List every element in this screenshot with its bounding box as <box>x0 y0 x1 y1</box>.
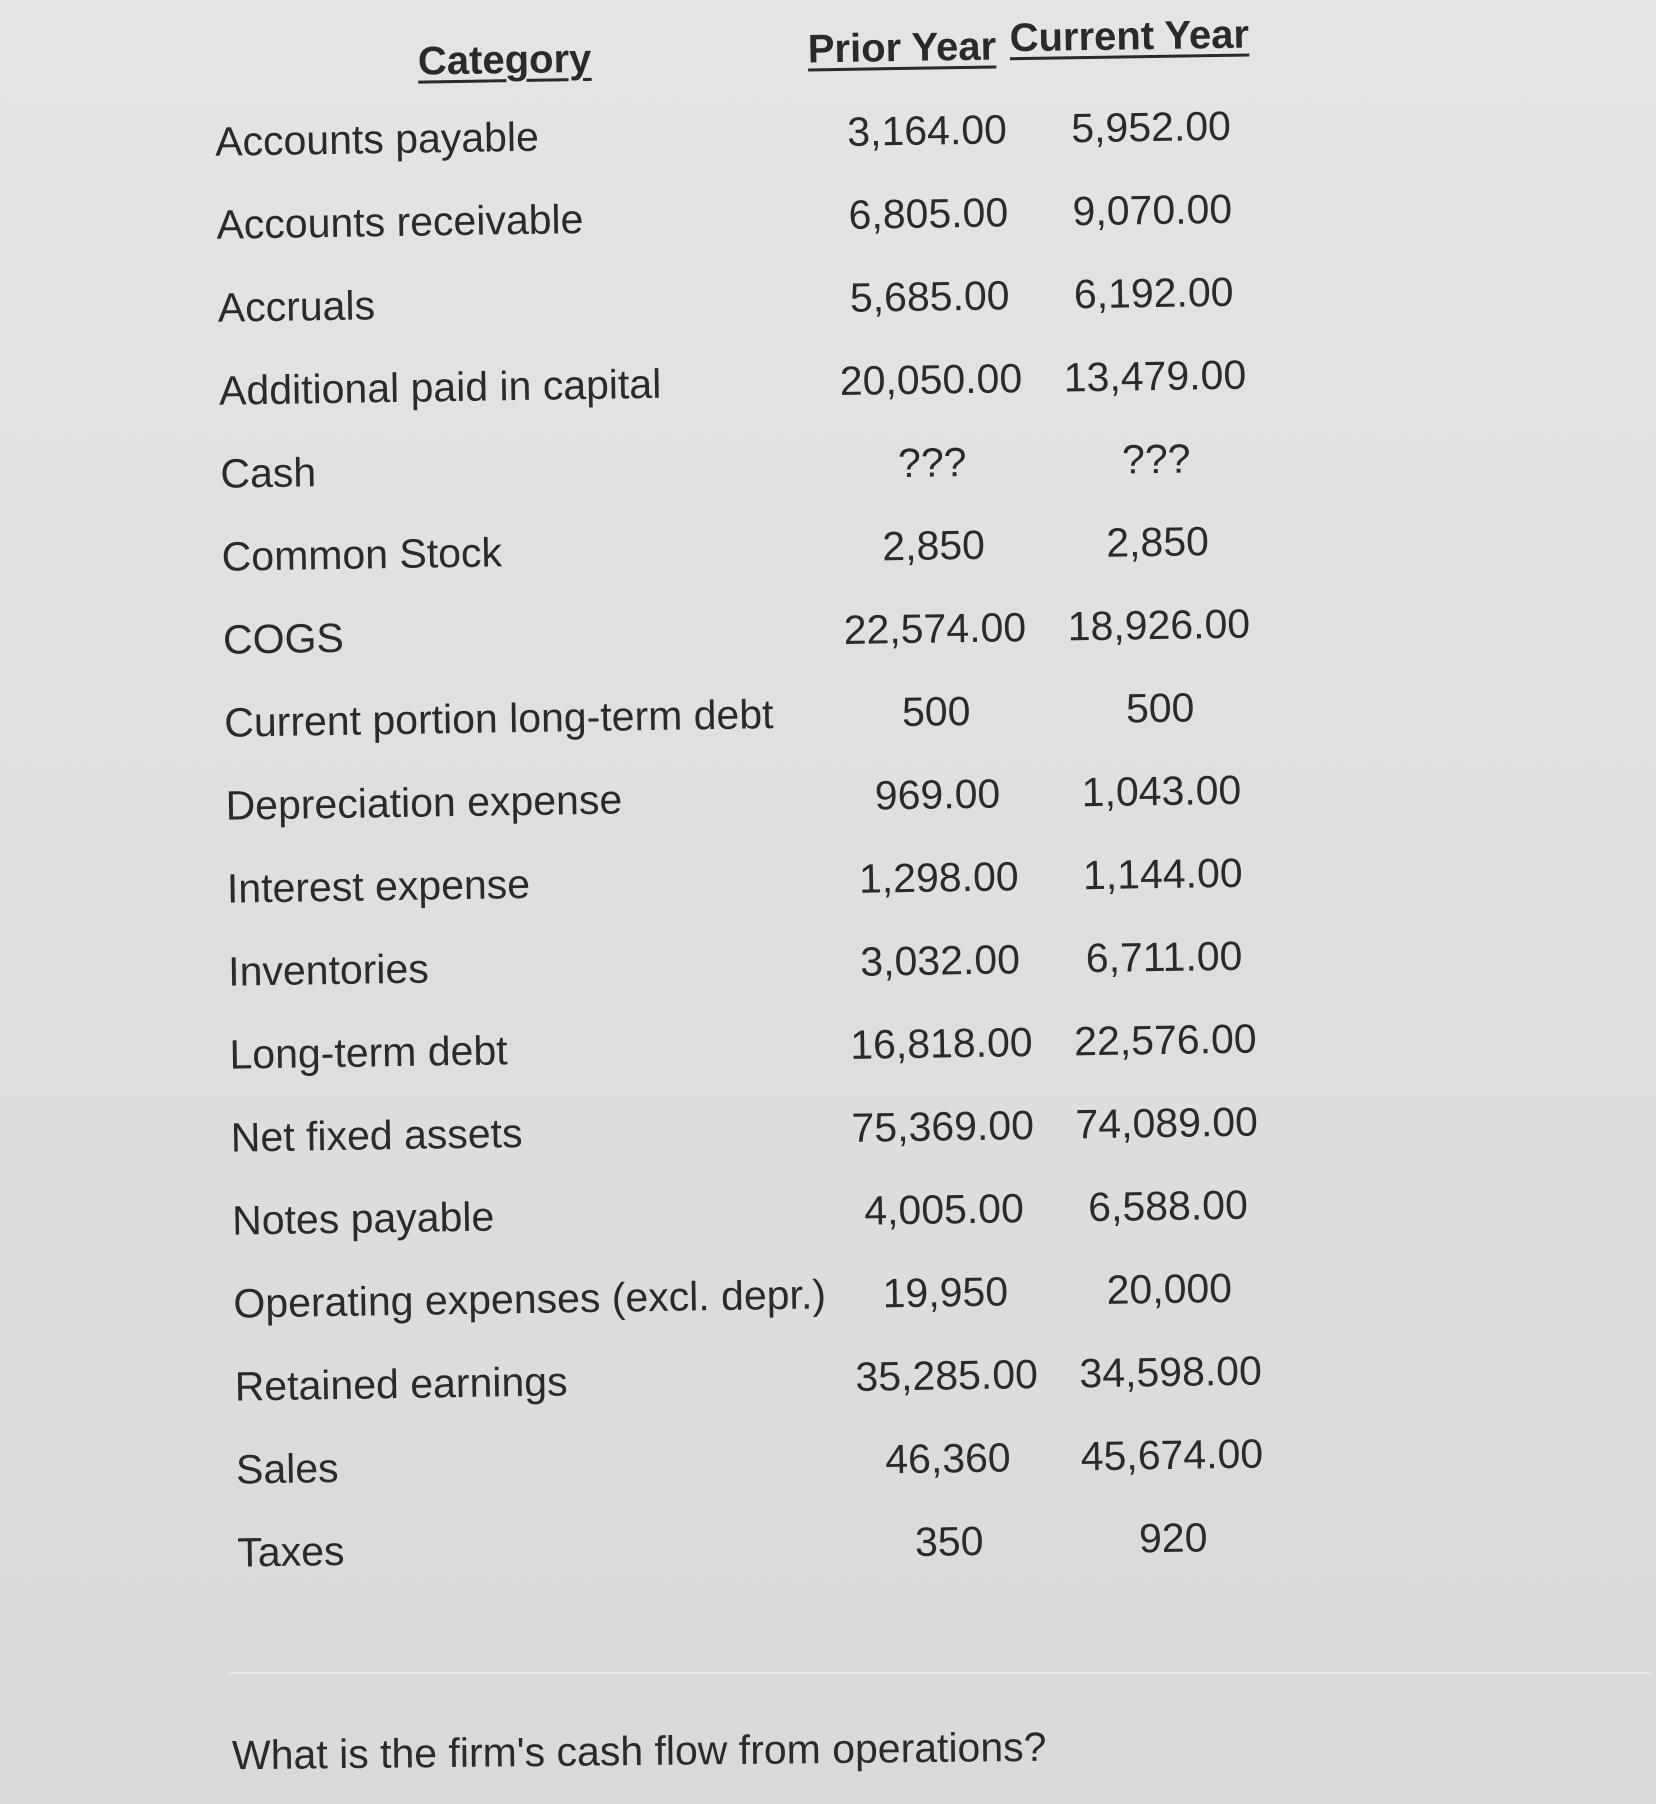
table-row <box>12 1424 1656 1500</box>
row-current-value: 6,588.00 <box>1087 1181 1249 1231</box>
table-row <box>0 179 1649 255</box>
row-prior-value: 2,850 <box>881 521 986 570</box>
row-prior-value: 3,164.00 <box>846 106 1008 155</box>
row-current-value: 22,576.00 <box>1073 1015 1257 1065</box>
row-current-value: 18,926.00 <box>1067 600 1251 650</box>
row-label: Additional paid in capital <box>218 360 662 414</box>
table-row <box>0 345 1651 421</box>
table-row <box>0 96 1647 172</box>
row-label: Retained earnings <box>234 1358 568 1410</box>
table-row <box>0 262 1650 338</box>
row-prior-value: 6,805.00 <box>848 189 1009 238</box>
row-label: Accruals <box>217 282 376 331</box>
row-current-value: 6,192.00 <box>1073 268 1234 318</box>
question-text: What is the firm's cash flow from operations? <box>231 1723 1047 1779</box>
table-row <box>13 1507 1656 1583</box>
row-current-value: 6,711.00 <box>1085 932 1243 982</box>
row-prior-value: 75,369.00 <box>851 1102 1035 1151</box>
row-label: Notes payable <box>231 1193 495 1244</box>
row-current-value: 5,952.00 <box>1070 102 1232 152</box>
row-label: Accounts receivable <box>216 195 584 248</box>
row-prior-value: 22,574.00 <box>843 604 1027 653</box>
row-prior-value: 3,032.00 <box>859 936 1021 985</box>
table-row <box>4 926 1656 1002</box>
row-label: Long-term debt <box>229 1027 508 1078</box>
row-label: Depreciation expense <box>225 776 623 829</box>
divider-line <box>230 1672 1650 1674</box>
row-prior-value: 969.00 <box>874 770 1001 819</box>
row-label: Operating expenses (excl. depr.) <box>233 1271 827 1327</box>
table-row <box>1 760 1656 836</box>
table-row <box>9 1258 1656 1334</box>
row-prior-value: 46,360 <box>884 1434 1012 1483</box>
row-label: Net fixed assets <box>230 1110 523 1161</box>
row-label: Cash <box>220 449 317 497</box>
row-prior-value: 16,818.00 <box>849 1019 1033 1068</box>
row-prior-value: ??? <box>897 439 967 487</box>
row-current-value: 45,674.00 <box>1080 1430 1264 1480</box>
row-current-value: 920 <box>1138 1514 1208 1562</box>
row-current-value: 13,479.00 <box>1063 351 1247 401</box>
row-label: Current portion long-term debt <box>223 691 774 746</box>
table-row <box>8 1175 1656 1251</box>
row-label: Sales <box>235 1444 339 1493</box>
row-prior-value: 350 <box>914 1517 984 1565</box>
table-row <box>0 594 1655 670</box>
row-prior-value: 19,950 <box>882 1268 1009 1317</box>
table-row <box>3 843 1656 919</box>
row-prior-value: 500 <box>901 687 971 736</box>
row-current-value: 74,089.00 <box>1075 1098 1259 1148</box>
row-current-value: ??? <box>1121 435 1191 483</box>
table-row <box>10 1341 1656 1417</box>
table-row <box>0 511 1654 587</box>
row-current-value: 9,070.00 <box>1072 185 1233 235</box>
table-row <box>0 677 1656 753</box>
table-row <box>5 1009 1656 1085</box>
row-label: Common Stock <box>221 529 503 580</box>
header-prior-year: Prior Year <box>807 24 997 72</box>
table-row <box>6 1092 1656 1168</box>
row-current-value: 1,144.00 <box>1082 849 1243 899</box>
row-label: Accounts payable <box>214 113 540 165</box>
row-current-value: 2,850 <box>1105 518 1210 566</box>
row-prior-value: 20,050.00 <box>839 355 1023 404</box>
header-current-year: Current Year <box>1009 12 1250 61</box>
row-label: Inventories <box>227 945 430 995</box>
row-prior-value: 5,685.00 <box>849 272 1010 321</box>
table-row <box>0 428 1653 504</box>
row-prior-value: 4,005.00 <box>863 1185 1025 1234</box>
row-current-value: 20,000 <box>1106 1264 1233 1313</box>
row-prior-value: 1,298.00 <box>858 853 1019 902</box>
header-category: Category <box>417 36 592 84</box>
row-prior-value: 35,285.00 <box>855 1350 1039 1400</box>
row-label: Interest expense <box>226 860 531 912</box>
row-current-value: 500 <box>1125 684 1195 732</box>
row-current-value: 34,598.00 <box>1079 1347 1263 1397</box>
row-current-value: 1,043.00 <box>1081 766 1242 816</box>
row-label: Taxes <box>236 1527 345 1576</box>
row-label: COGS <box>222 614 345 663</box>
